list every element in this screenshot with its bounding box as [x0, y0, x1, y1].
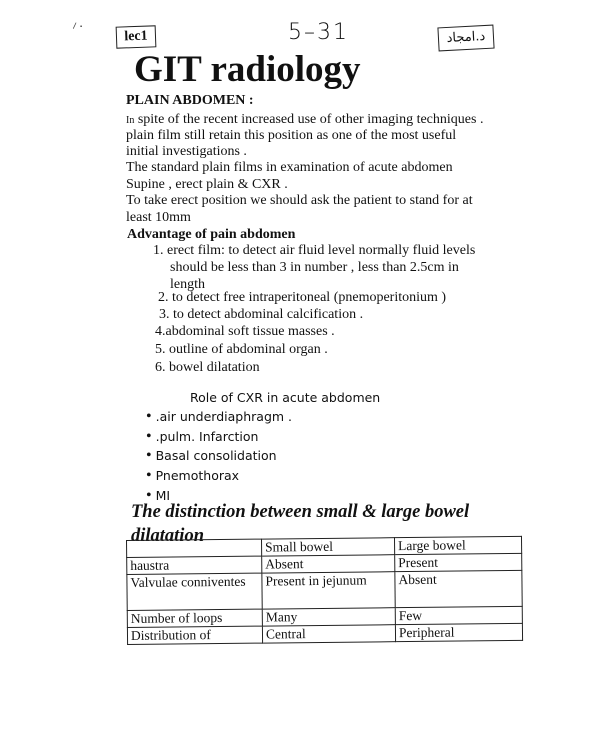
- table-header-cell: Large bowel: [394, 536, 521, 554]
- table-cell: Absent: [395, 570, 522, 607]
- bullet-icon: •: [146, 467, 152, 484]
- section-heading-plain-abdomen: PLAIN ABDOMEN :: [126, 93, 254, 108]
- intro-line-2: plain film still retain this position as one of the most useful: [126, 128, 457, 143]
- lecture-label: lec1: [116, 25, 157, 48]
- bullet-icon: •: [146, 447, 152, 464]
- table-cell: haustra: [127, 556, 262, 574]
- advantage-item: 5. outline of abdominal organ .: [155, 342, 328, 357]
- cxr-bullet-text: .pulm. Infarction: [155, 429, 259, 444]
- advantage-item: 1. erect film: to detect air fluid level normally fluid levels: [153, 243, 476, 258]
- cxr-bullet-text: Basal consolidation: [155, 448, 277, 463]
- intro-line-6: To take erect position we should ask the patient to stand for at: [126, 193, 473, 208]
- cxr-bullet-text: MI: [155, 488, 171, 503]
- section-heading-advantages: Advantage of pain abdomen: [127, 227, 296, 242]
- table-cell: Peripheral: [395, 623, 522, 641]
- advantage-item: 6. bowel dilatation: [155, 360, 260, 375]
- cxr-role-heading: Role of CXR in acute abdomen: [190, 390, 381, 405]
- intro-line-7: least 10mm: [126, 210, 191, 225]
- table-header-cell: [127, 539, 262, 557]
- author-label: د.امجاد: [437, 25, 494, 52]
- advantage-item: 4.abdominal soft tissue masses .: [155, 324, 335, 339]
- list-item: [146, 467, 239, 485]
- advantage-item: 3. to detect abdominal calcification .: [159, 307, 364, 322]
- cxr-bullet-text: Pnemothorax: [155, 468, 240, 483]
- cxr-bullet-text: .air underdiaphragm .: [155, 409, 292, 424]
- table-row: [127, 570, 522, 610]
- advantage-item: should be less than 3 in number , less than 2.5cm in: [170, 260, 459, 275]
- table-cell: Distribution of: [127, 626, 262, 644]
- distinction-heading: The distinction between small & large bowel dilatation: [131, 502, 470, 546]
- table-header-cell: Small bowel: [261, 538, 394, 556]
- intro-line-5: Supine , erect plain & CXR .: [126, 177, 288, 192]
- advantage-item: 2. to detect free intraperitoneal (pnemoperitonium ): [158, 290, 447, 305]
- intro-line-3: initial investigations .: [126, 144, 247, 159]
- corner-mark: ⸍·: [70, 19, 87, 38]
- list-item: [146, 408, 292, 426]
- intro-line-1-text: spite of the recent increased use of other imaging techniques .: [134, 112, 484, 127]
- table-cell: Absent: [262, 555, 395, 573]
- page-title: GIT radiology: [134, 49, 361, 90]
- list-item: [146, 428, 258, 446]
- list-item: [146, 447, 277, 465]
- bullet-icon: •: [146, 428, 152, 445]
- table-cell: Central: [262, 625, 395, 643]
- bullet-icon: •: [146, 487, 152, 504]
- table-cell: Present: [395, 553, 522, 571]
- advantage-item: length: [170, 277, 205, 292]
- intro-line-4: The standard plain films in examination of acute abdomen: [126, 160, 453, 175]
- table-cell: Number of loops: [127, 609, 262, 627]
- table-cell: Present in jejunum: [262, 572, 395, 609]
- comparison-table: [126, 536, 523, 645]
- table-cell: Many: [262, 608, 395, 626]
- bullet-icon: •: [146, 408, 152, 425]
- table-row: [127, 623, 522, 644]
- table-cell: Few: [395, 606, 522, 624]
- intro-prefix: In: [126, 115, 135, 126]
- page-code: 5–31: [288, 20, 349, 45]
- table-cell: Valvulae conniventes: [127, 573, 262, 610]
